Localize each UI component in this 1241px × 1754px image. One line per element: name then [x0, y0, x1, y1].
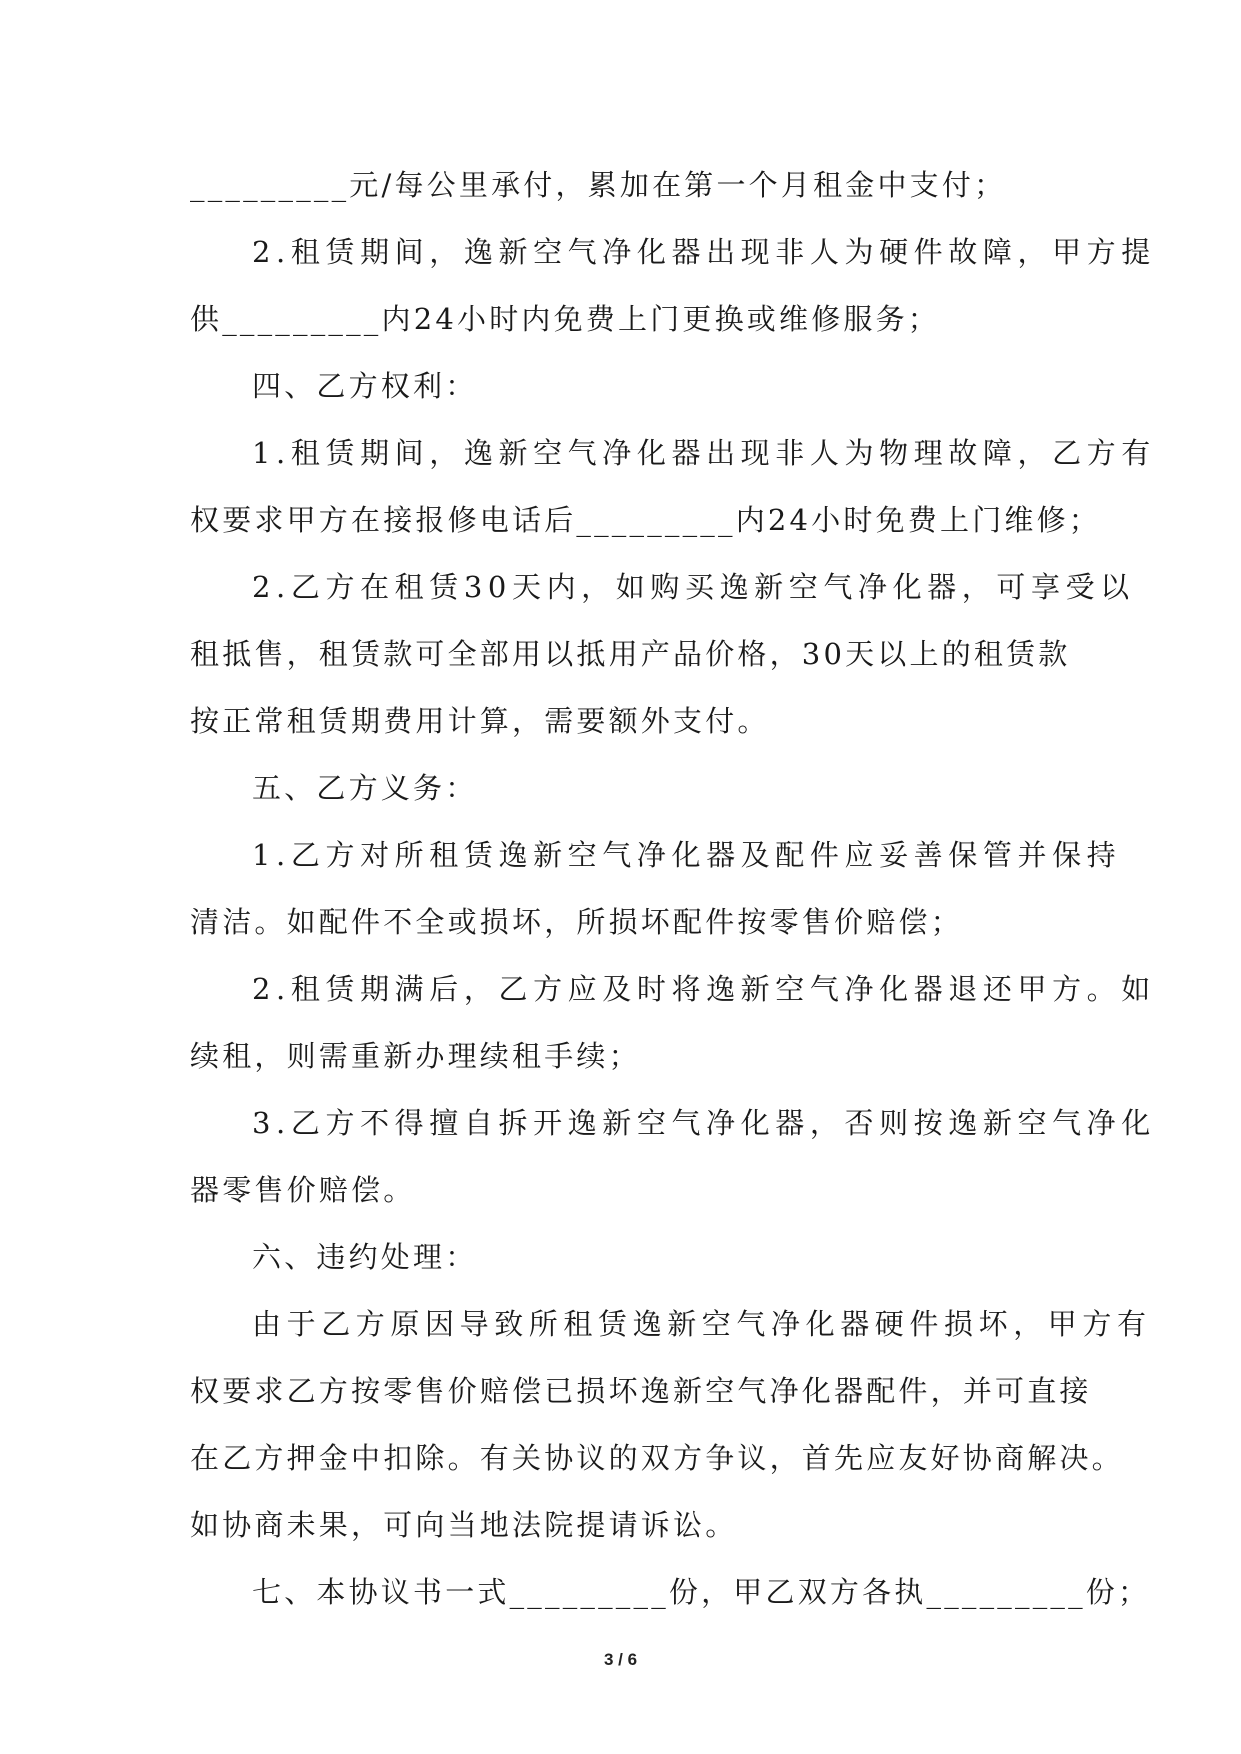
text-line: _________元/每公里承付，累加在第一个月租金中支付； [190, 168, 1007, 202]
page-number: 3 / 6 [603, 1650, 638, 1669]
text-line: 2.乙方在租赁30天内，如购买逸新空气净化器，可享受以 [252, 570, 1135, 604]
text-line: 2.租赁期间，逸新空气净化器出现非人为硬件故障，甲方提 [252, 235, 1156, 269]
text-line: 权要求乙方按零售价赔偿已损坏逸新空气净化器配件，并可直接 [190, 1374, 1092, 1408]
section-heading: 五、乙方义务： [252, 771, 478, 805]
text-line: 权要求甲方在接报修电话后_________内24小时免费上门维修； [190, 503, 1102, 537]
text-line: 如协商未果，可向当地法院提请诉讼。 [190, 1508, 738, 1542]
section-heading: 六、违约处理： [252, 1240, 478, 1274]
text-line: 3.乙方不得擅自拆开逸新空气净化器，否则按逸新空气净化 [252, 1106, 1156, 1140]
text-line: 2.租赁期满后，乙方应及时将逸新空气净化器退还甲方。如 [252, 972, 1156, 1006]
text-line: 在乙方押金中扣除。有关协议的双方争议，首先应友好协商解决。 [190, 1441, 1124, 1475]
text-line: 按正常租赁期费用计算，需要额外支付。 [190, 704, 770, 738]
text-line: 由于乙方原因导致所租赁逸新空气净化器硬件损坏，甲方有 [252, 1307, 1152, 1341]
text-line: 七、本协议书一式_________份，甲乙双方各执_________份； [252, 1575, 1151, 1609]
text-line: 清洁。如配件不全或损坏，所损坏配件按零售价赔偿； [190, 905, 963, 939]
text-line: 1.乙方对所租赁逸新空气净化器及配件应妥善保管并保持 [252, 838, 1122, 872]
section-heading: 四、乙方权利： [252, 369, 478, 403]
text-line: 供_________内24小时内免费上门更换或维修服务； [190, 302, 941, 336]
text-line: 租抵售，租赁款可全部用以抵用产品价格，30天以上的租赁款 [190, 637, 1071, 671]
text-line: 器零售价赔偿。 [190, 1173, 416, 1207]
text-line: 1.租赁期间，逸新空气净化器出现非人为物理故障，乙方有 [252, 436, 1156, 470]
text-line: 续租，则需重新办理续租手续； [190, 1039, 641, 1073]
